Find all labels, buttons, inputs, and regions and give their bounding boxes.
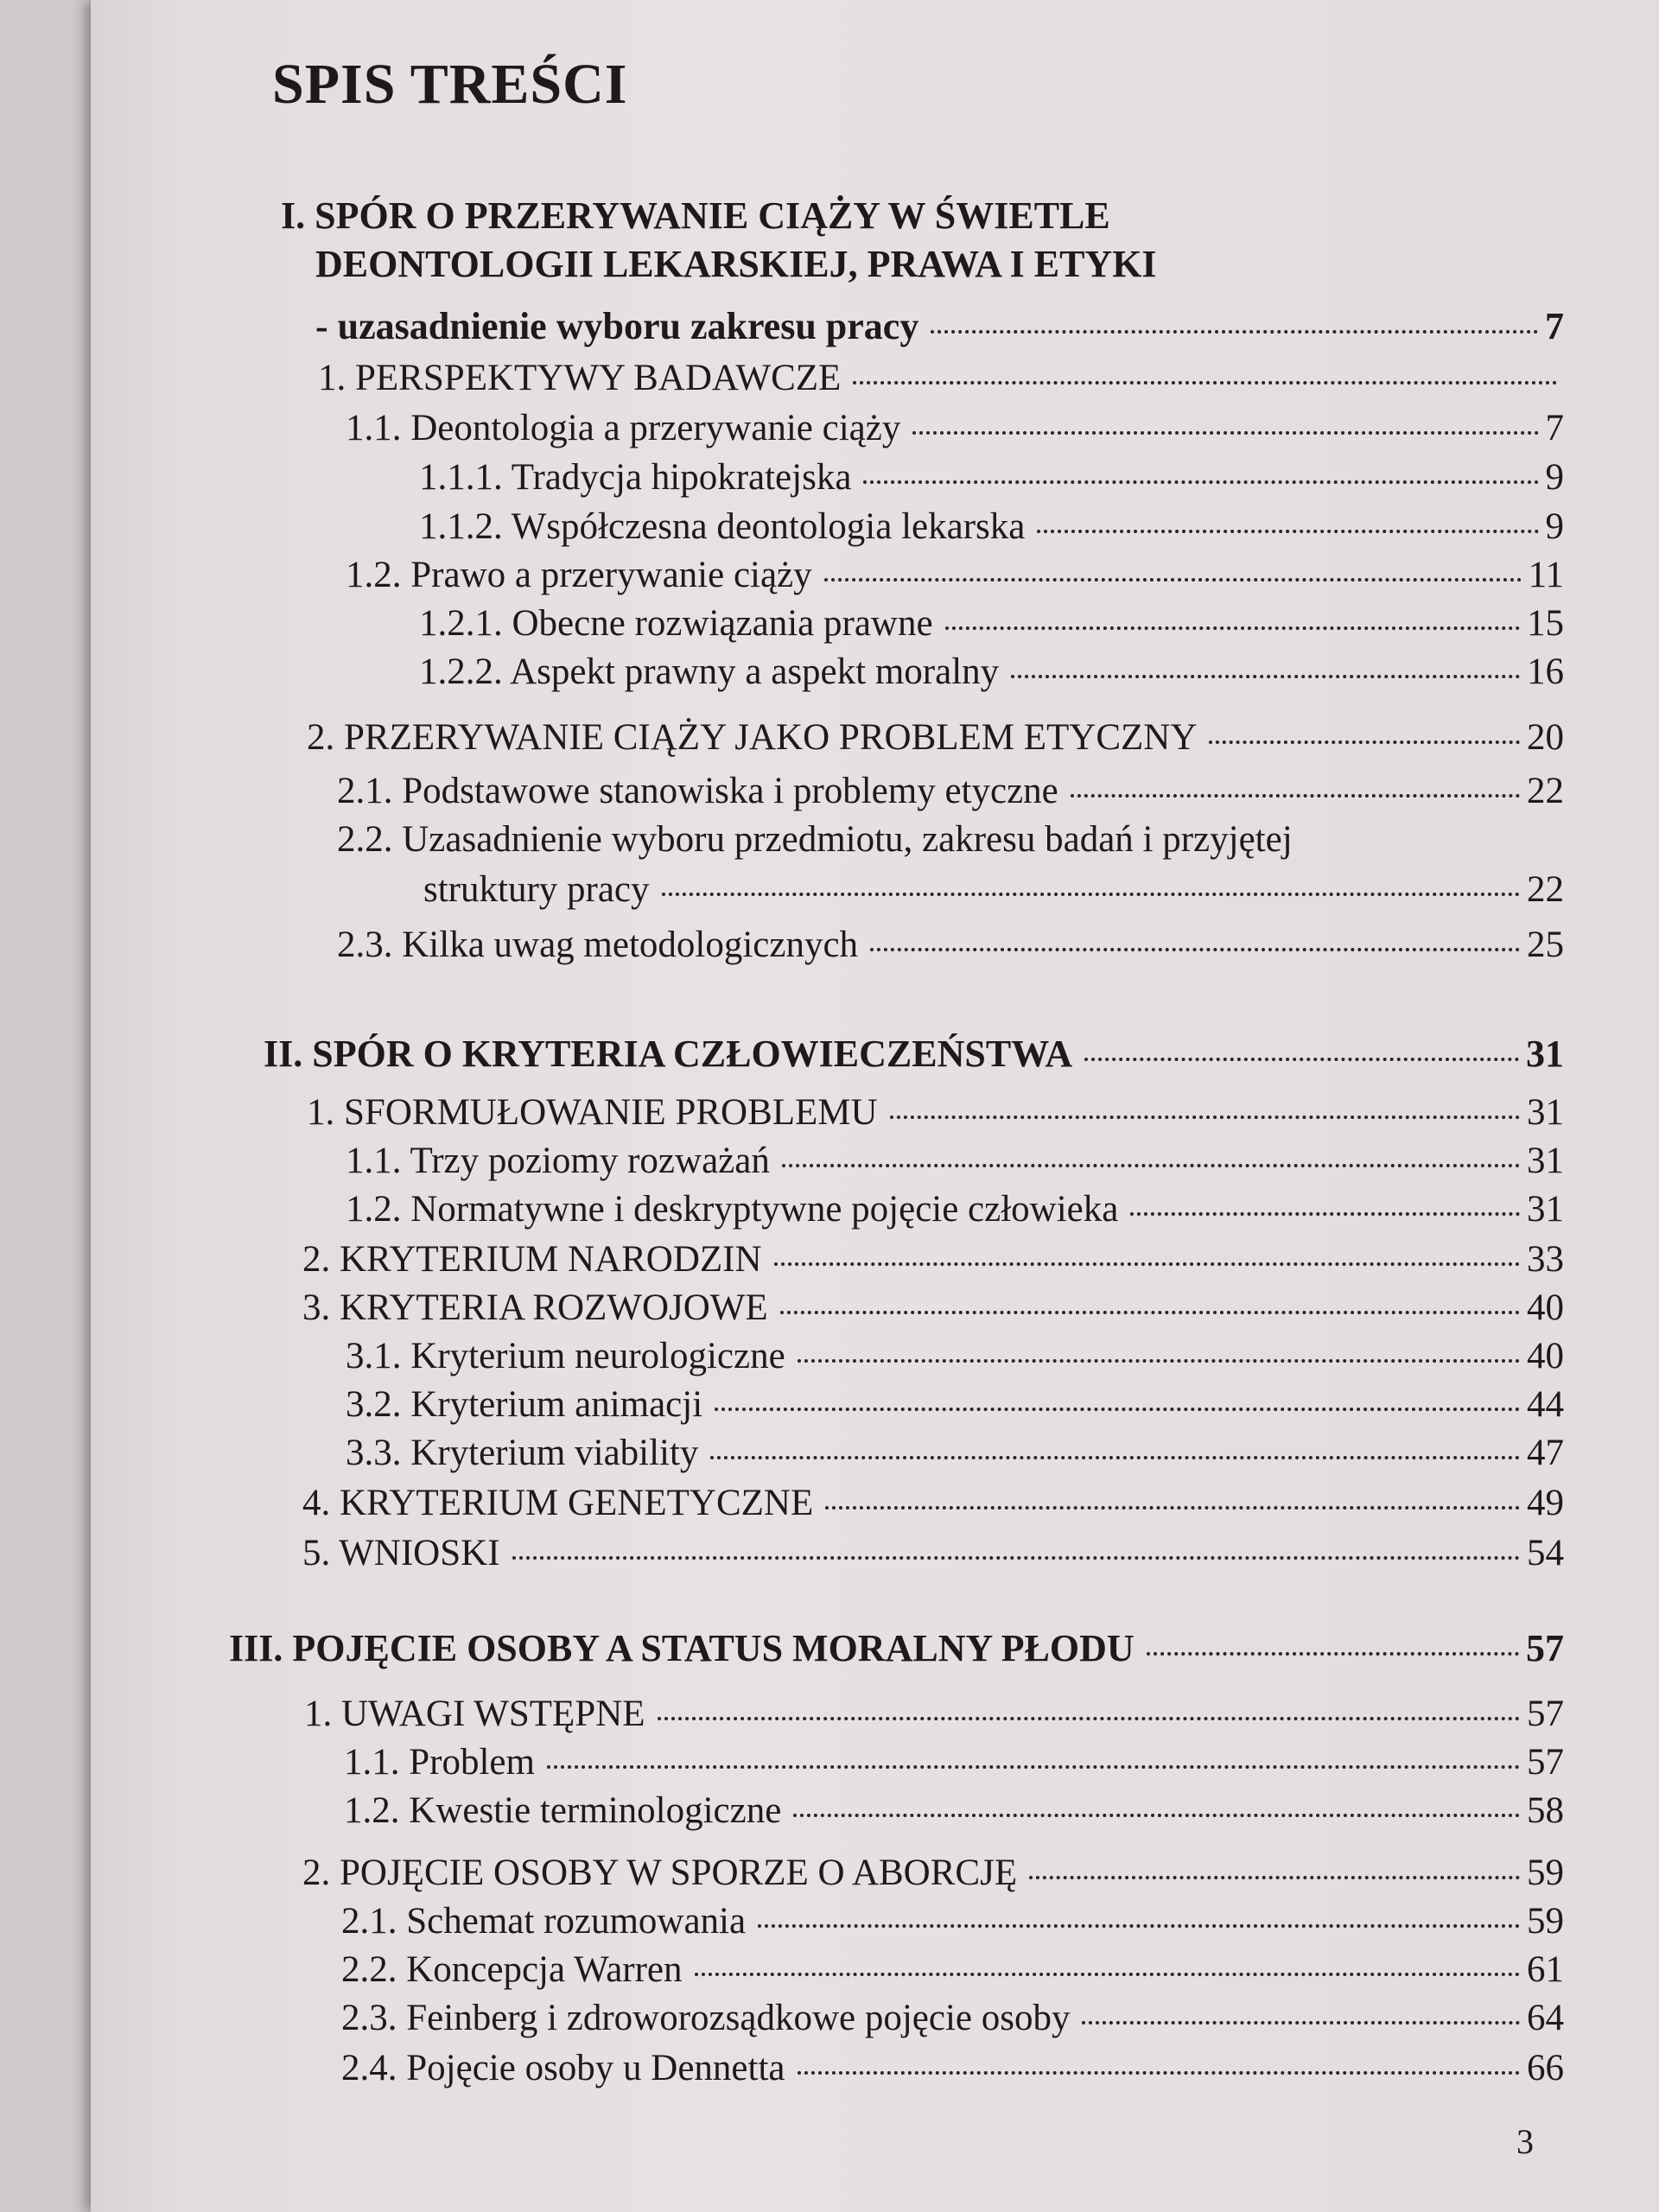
toc-entry-page: 7 bbox=[1545, 408, 1564, 448]
chapter-heading bbox=[264, 1030, 1564, 1078]
toc-entry-label: 1.2. Normatywne i deskryptywne pojęcie człowieka bbox=[346, 1189, 1119, 1230]
toc-entry: 2.2. Uzasadnienie wyboru przedmiotu, zakresu badań i przyjętej bbox=[337, 819, 1293, 860]
toc-entry bbox=[419, 648, 1564, 696]
toc-entry-page: 40 bbox=[1527, 1287, 1564, 1328]
toc-entry-page: 16 bbox=[1527, 652, 1564, 692]
dot-leader bbox=[853, 381, 1557, 385]
chapter-heading: DEONTOLOGII LEKARSKIEJ, PRAWA I ETYKI bbox=[315, 243, 1157, 285]
toc-entry bbox=[302, 1849, 1564, 1897]
toc-entry bbox=[346, 551, 1564, 600]
dot-leader bbox=[1011, 675, 1520, 678]
toc-entry bbox=[307, 1089, 1564, 1137]
dot-leader bbox=[890, 1116, 1520, 1119]
toc-entry-label: 5. WNIOSKI bbox=[302, 1533, 500, 1573]
toc-entry bbox=[346, 1185, 1564, 1234]
toc-entry-label: - uzasadnienie wyboru zakresu pracy bbox=[315, 305, 919, 347]
chapter-heading-line bbox=[315, 302, 1564, 351]
toc-entry-label: 2.3. Kilka uwag metodologicznych bbox=[337, 925, 859, 965]
toc-entry bbox=[307, 714, 1564, 762]
toc-entry bbox=[346, 1137, 1564, 1185]
page-number: 3 bbox=[1516, 2122, 1534, 2161]
dot-leader bbox=[758, 1924, 1520, 1928]
toc-entry-page: 57 bbox=[1526, 1627, 1564, 1669]
toc-entry bbox=[346, 1332, 1564, 1381]
toc-entry-label: 2.3. Feinberg i zdroworozsądkowe pojęcie osoby bbox=[341, 1998, 1071, 2038]
toc-entry-label: 3.3. Kryterium viability bbox=[346, 1433, 699, 1473]
toc-entry-page: 25 bbox=[1527, 925, 1564, 965]
dot-leader bbox=[931, 330, 1538, 334]
toc-entry-page: 7 bbox=[1545, 305, 1564, 347]
toc-entry-label: 1.2. Kwestie terminologiczne bbox=[344, 1790, 782, 1831]
dot-leader bbox=[695, 1973, 1520, 1976]
dot-leader bbox=[1147, 1652, 1519, 1656]
dot-leader bbox=[715, 1408, 1520, 1411]
dot-leader bbox=[710, 1456, 1520, 1459]
toc-entry bbox=[346, 404, 1564, 453]
toc-entry-page: 20 bbox=[1527, 717, 1564, 758]
toc-entry-label: 2.1. Schemat rozumowania bbox=[341, 1901, 747, 1942]
dot-leader bbox=[798, 1359, 1520, 1363]
toc-entry-page: 64 bbox=[1527, 1998, 1564, 2038]
toc-entry-page: 31 bbox=[1526, 1033, 1564, 1075]
toc-entry bbox=[346, 1429, 1564, 1478]
dot-leader bbox=[512, 1556, 1520, 1560]
dot-leader bbox=[912, 431, 1538, 435]
toc-entry-label: 3.2. Kryterium animacji bbox=[346, 1384, 703, 1425]
toc-entry-page: 22 bbox=[1527, 869, 1564, 910]
toc-entry-label: 1.1.2. Współczesna deontologia lekarska bbox=[419, 506, 1026, 547]
dot-leader bbox=[1037, 530, 1538, 533]
dot-leader bbox=[870, 948, 1520, 951]
toc-entry-page: 61 bbox=[1527, 1949, 1564, 1990]
toc-entry-label: struktury pracy bbox=[423, 869, 650, 910]
toc-entry bbox=[419, 454, 1564, 502]
dot-leader bbox=[798, 2071, 1520, 2075]
toc-entry-page: 9 bbox=[1545, 506, 1564, 547]
toc-entry bbox=[302, 1529, 1564, 1578]
toc-entry-page: 33 bbox=[1527, 1239, 1564, 1280]
toc-entry-page: 22 bbox=[1527, 771, 1564, 811]
toc-entry-label: 1. PERSPEKTYWY BADAWCZE bbox=[318, 358, 842, 398]
dot-leader bbox=[945, 626, 1520, 630]
toc-entry bbox=[419, 600, 1564, 648]
toc-entry-page: 15 bbox=[1527, 603, 1564, 644]
chapter-heading bbox=[229, 1624, 1564, 1673]
toc-entry-label: 2. KRYTERIUM NARODZIN bbox=[302, 1239, 762, 1280]
toc-entry-page: 59 bbox=[1527, 1853, 1564, 1893]
toc-entry bbox=[318, 354, 1564, 403]
toc-entry-label: 1.1. Trzy poziomy rozważań bbox=[346, 1141, 770, 1181]
toc-entry bbox=[337, 921, 1564, 969]
toc-entry-label: II. SPÓR O KRYTERIA CZŁOWIECZEŃSTWA bbox=[264, 1033, 1073, 1075]
page-title: SPIS TREŚCI bbox=[272, 53, 628, 116]
dot-leader bbox=[662, 893, 1520, 896]
toc-entry bbox=[341, 2044, 1564, 2093]
dot-leader bbox=[658, 1717, 1520, 1720]
toc-entry-label: III. POJĘCIE OSOBY A STATUS MORALNY PŁODU bbox=[229, 1627, 1135, 1669]
toc-entry-page: 58 bbox=[1527, 1790, 1564, 1831]
dot-leader bbox=[824, 578, 1522, 582]
toc-entry bbox=[346, 1381, 1564, 1429]
toc-entry bbox=[341, 1994, 1564, 2043]
toc-entry-page: 31 bbox=[1527, 1189, 1564, 1230]
dot-leader bbox=[547, 1765, 1520, 1769]
toc-entry bbox=[344, 1738, 1564, 1787]
toc-entry bbox=[302, 1284, 1564, 1332]
toc-entry-page: 11 bbox=[1528, 555, 1564, 595]
toc-entry bbox=[337, 767, 1564, 816]
toc-entry bbox=[423, 866, 1564, 914]
toc-entry-label: 2.4. Pojęcie osoby u Dennetta bbox=[341, 2048, 785, 2088]
toc-entry bbox=[419, 503, 1564, 551]
toc-entry bbox=[302, 1479, 1564, 1528]
toc-entry bbox=[302, 1236, 1564, 1284]
toc-entry-label: 2. PRZERYWANIE CIĄŻY JAKO PROBLEM ETYCZNY bbox=[307, 717, 1198, 758]
toc-entry-page: 49 bbox=[1527, 1483, 1564, 1523]
dot-leader bbox=[863, 480, 1538, 484]
dot-leader bbox=[793, 1814, 1520, 1817]
chapter-heading: I. SPÓR O PRZERYWANIE CIĄŻY W ŚWIETLE bbox=[281, 194, 1110, 237]
toc-entry-label: 4. KRYTERIUM GENETYCZNE bbox=[302, 1483, 814, 1523]
toc-entry-page: 59 bbox=[1527, 1901, 1564, 1942]
toc-entry-label: 1.2.1. Obecne rozwiązania prawne bbox=[419, 603, 933, 644]
toc-entry-label: 2. POJĘCIE OSOBY W SPORZE O ABORCJĘ bbox=[302, 1853, 1018, 1893]
toc-entry-label: 2.1. Podstawowe stanowiska i problemy etyczne bbox=[337, 771, 1058, 811]
dot-leader bbox=[1029, 1876, 1520, 1879]
toc-entry-label: 1.1. Deontologia a przerywanie ciąży bbox=[346, 408, 901, 448]
dot-leader bbox=[1082, 2021, 1520, 2024]
toc-entry-page: 31 bbox=[1527, 1092, 1564, 1133]
toc-entry-label: 3. KRYTERIA ROZWOJOWE bbox=[302, 1287, 768, 1328]
dot-leader bbox=[782, 1164, 1520, 1167]
toc-entry-label: 1.2. Prawo a przerywanie ciąży bbox=[346, 555, 812, 595]
toc-entry-label: 2.2. Koncepcja Warren bbox=[341, 1949, 683, 1990]
toc-entry-label: 3.1. Kryterium neurologiczne bbox=[346, 1336, 785, 1376]
dot-leader bbox=[1071, 794, 1520, 798]
toc-entry-page: 66 bbox=[1527, 2048, 1564, 2088]
dot-leader bbox=[774, 1262, 1520, 1266]
dot-leader bbox=[825, 1506, 1520, 1510]
toc-entry-label: 1.1. Problem bbox=[344, 1742, 535, 1783]
toc-entry-page: 54 bbox=[1527, 1533, 1564, 1573]
toc-entry bbox=[344, 1787, 1564, 1835]
toc-entry-label: 1. SFORMUŁOWANIE PROBLEMU bbox=[307, 1092, 878, 1133]
toc-entry-page: 57 bbox=[1527, 1694, 1564, 1734]
toc-entry-page: 31 bbox=[1527, 1141, 1564, 1181]
toc-entry bbox=[341, 1897, 1564, 1946]
toc-entry-page: 9 bbox=[1545, 457, 1564, 498]
dot-leader bbox=[1130, 1212, 1520, 1216]
toc-entry bbox=[341, 1946, 1564, 1994]
toc-entry-label: 1.1.1. Tradycja hipokratejska bbox=[419, 457, 852, 498]
toc-entry bbox=[304, 1690, 1564, 1738]
toc-entry-page: 40 bbox=[1527, 1336, 1564, 1376]
dot-leader bbox=[1209, 741, 1520, 744]
dot-leader bbox=[1084, 1058, 1519, 1061]
toc-entry-page: 47 bbox=[1527, 1433, 1564, 1473]
toc-entry-label: 1. UWAGI WSTĘPNE bbox=[304, 1694, 645, 1734]
toc-entry-label: 1.2.2. Aspekt prawny a aspekt moralny bbox=[419, 652, 1000, 692]
toc-entry-page: 44 bbox=[1527, 1384, 1564, 1425]
toc-entry-page: 57 bbox=[1527, 1742, 1564, 1783]
dot-leader bbox=[780, 1311, 1520, 1314]
